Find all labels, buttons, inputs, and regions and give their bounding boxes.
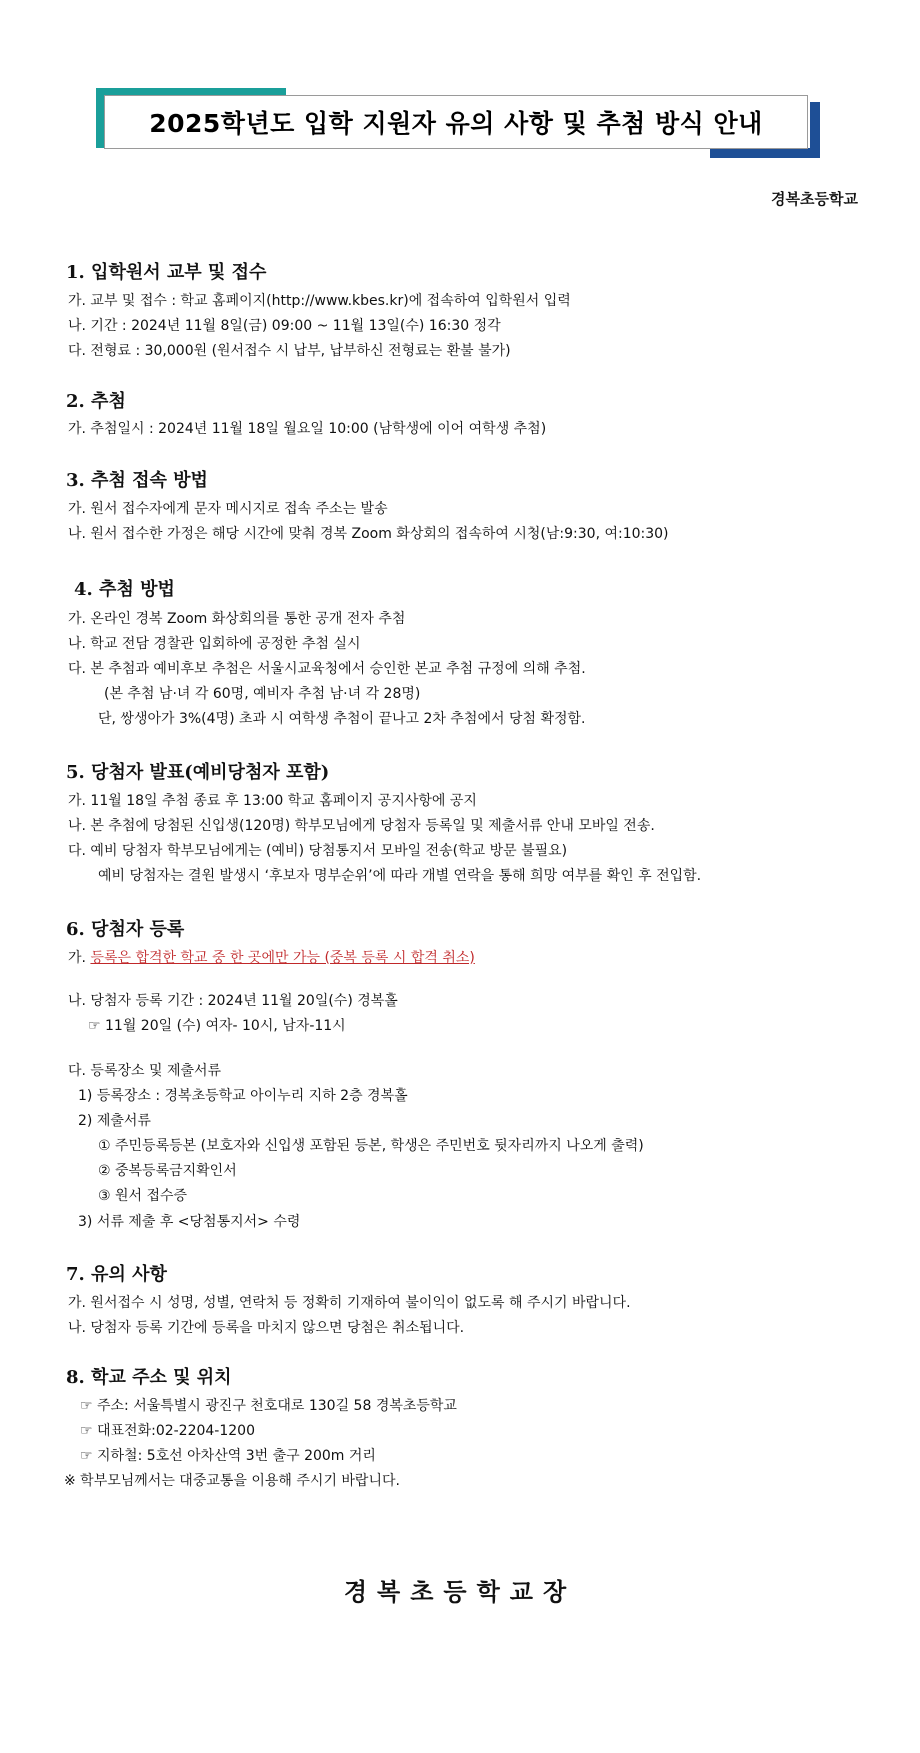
section-6-line-ga bbox=[68, 949, 475, 967]
section-6-ga-prefix: 가. bbox=[68, 950, 91, 966]
section-8-heading: 8. 학교 주소 및 위치 bbox=[66, 1367, 232, 1388]
banner-blue-accent bbox=[710, 148, 820, 158]
section-6-line: 3) 서류 제출 후 <당첨통지서> 수령 bbox=[78, 1214, 301, 1230]
section-6-line: 다. 등록장소 및 제출서류 bbox=[68, 1063, 222, 1079]
section-7-heading: 7. 유의 사항 bbox=[66, 1264, 167, 1285]
section-6-line: ☞ 11월 20일 (수) 여자- 10시, 남자-11시 bbox=[88, 1018, 346, 1034]
registration-warning: 등록은 합격한 학교 중 한 곳에만 가능 (중복 등록 시 합격 취소) bbox=[90, 950, 475, 966]
section-8-line: ☞ 대표전화:02-2204-1200 bbox=[80, 1423, 255, 1439]
section-8-note: ※ 학부모님께서는 대중교통을 이용해 주시기 바랍니다. bbox=[64, 1473, 400, 1489]
section-4-line: 나. 학교 전담 경찰관 입회하에 공정한 추첨 실시 bbox=[68, 636, 361, 652]
section-3-line: 나. 원서 접수한 가정은 해당 시간에 맞춰 경복 Zoom 화상회의 접속하여 시청(남:9:30, 여:10:30) bbox=[68, 526, 669, 542]
section-4-line: 가. 온라인 경복 Zoom 화상회의를 통한 공개 전자 추첨 bbox=[68, 611, 406, 627]
section-7-line: 가. 원서접수 시 성명, 성별, 연락처 등 정확히 기재하여 불이익이 없도록 해 주시기 바랍니다. bbox=[68, 1295, 631, 1311]
section-6-line: 2) 제출서류 bbox=[78, 1113, 151, 1129]
section-1-line: 나. 기간 : 2024년 11월 8일(금) 09:00 ~ 11월 13일(수) 16:30 정각 bbox=[68, 318, 501, 334]
section-1-line: 다. 전형료 : 30,000원 (원서접수 시 납부, 납부하신 전형료는 환불 불가) bbox=[68, 343, 511, 359]
section-5-heading: 5. 당첨자 발표(예비당첨자 포함) bbox=[66, 762, 330, 783]
section-6-line: ③ 원서 접수증 bbox=[98, 1188, 188, 1204]
banner-blue-accent-vertical bbox=[810, 102, 820, 158]
section-8-line: ☞ 지하철: 5호선 아차산역 3번 출구 200m 거리 bbox=[80, 1448, 376, 1464]
section-3-heading: 3. 추첨 접속 방법 bbox=[66, 470, 208, 491]
section-4-line: (본 추첨 남·녀 각 60명, 예비자 추첨 남·녀 각 28명) bbox=[104, 686, 421, 702]
section-6-heading: 6. 당첨자 등록 bbox=[66, 919, 185, 940]
section-6-line: ① 주민등록등본 (보호자와 신입생 포함된 등본, 학생은 주민번호 뒷자리까지 나오게 출력) bbox=[98, 1138, 644, 1154]
section-6-line: 1) 등록장소 : 경복초등학교 아이누리 지하 2층 경복홀 bbox=[78, 1088, 408, 1104]
section-2-line: 가. 추첨일시 : 2024년 11월 18일 월요일 10:00 (남학생에 이어 여학생 추첨) bbox=[68, 421, 547, 437]
section-1-line: 가. 교부 및 접수 : 학교 홈페이지(http://www.kbes.kr)에 접속하여 입학원서 입력 bbox=[68, 293, 571, 309]
section-2-heading: 2. 추첨 bbox=[66, 391, 126, 412]
section-6-line: ② 중복등록금지확인서 bbox=[98, 1163, 237, 1179]
section-7-line: 나. 당첨자 등록 기간에 등록을 마치지 않으면 당첨은 취소됩니다. bbox=[68, 1320, 465, 1336]
section-1-heading: 1. 입학원서 교부 및 접수 bbox=[66, 262, 267, 283]
section-4-line: 다. 본 추첨과 예비후보 추첨은 서울시교육청에서 승인한 본교 추첨 규정에 의해 추첨. bbox=[68, 661, 586, 677]
section-8-line: ☞ 주소: 서울특별시 광진구 천호대로 130길 58 경복초등학교 bbox=[80, 1398, 457, 1414]
section-5-line: 가. 11월 18일 추첨 종료 후 13:00 학교 홈페이지 공지사항에 공지 bbox=[68, 793, 477, 809]
section-4-heading: 4. 추첨 방법 bbox=[74, 579, 175, 600]
section-3-line: 가. 원서 접수자에게 문자 메시지로 접속 주소는 발송 bbox=[68, 501, 388, 517]
title-box bbox=[104, 95, 808, 149]
principal-signature: 경복초등학교장 bbox=[343, 1577, 577, 1606]
section-5-line: 다. 예비 당첨자 학부모님에게는 (예비) 당첨통지서 모바일 전송(학교 방문 불필요) bbox=[68, 843, 568, 859]
school-name: 경복초등학교 bbox=[771, 190, 858, 208]
title-banner bbox=[96, 88, 820, 158]
section-6-line: 나. 당첨자 등록 기간 : 2024년 11월 20일(수) 경복홀 bbox=[68, 993, 398, 1009]
page-title: 2025학년도 입학 지원자 유의 사항 및 추첨 방식 안내 bbox=[149, 109, 763, 138]
section-5-line: 예비 당첨자는 결원 발생시 ‘후보자 명부순위’에 따라 개별 연락을 통해 희망 여부를 확인 후 전입함. bbox=[98, 868, 702, 884]
section-5-line: 나. 본 추첨에 당첨된 신입생(120명) 학부모님에게 당첨자 등록일 및 제출서류 안내 모바일 전송. bbox=[68, 818, 655, 834]
section-4-line: 단, 쌍생아가 3%(4명) 초과 시 여학생 추첨이 끝나고 2차 추첨에서 당첨 확정함. bbox=[98, 711, 586, 727]
